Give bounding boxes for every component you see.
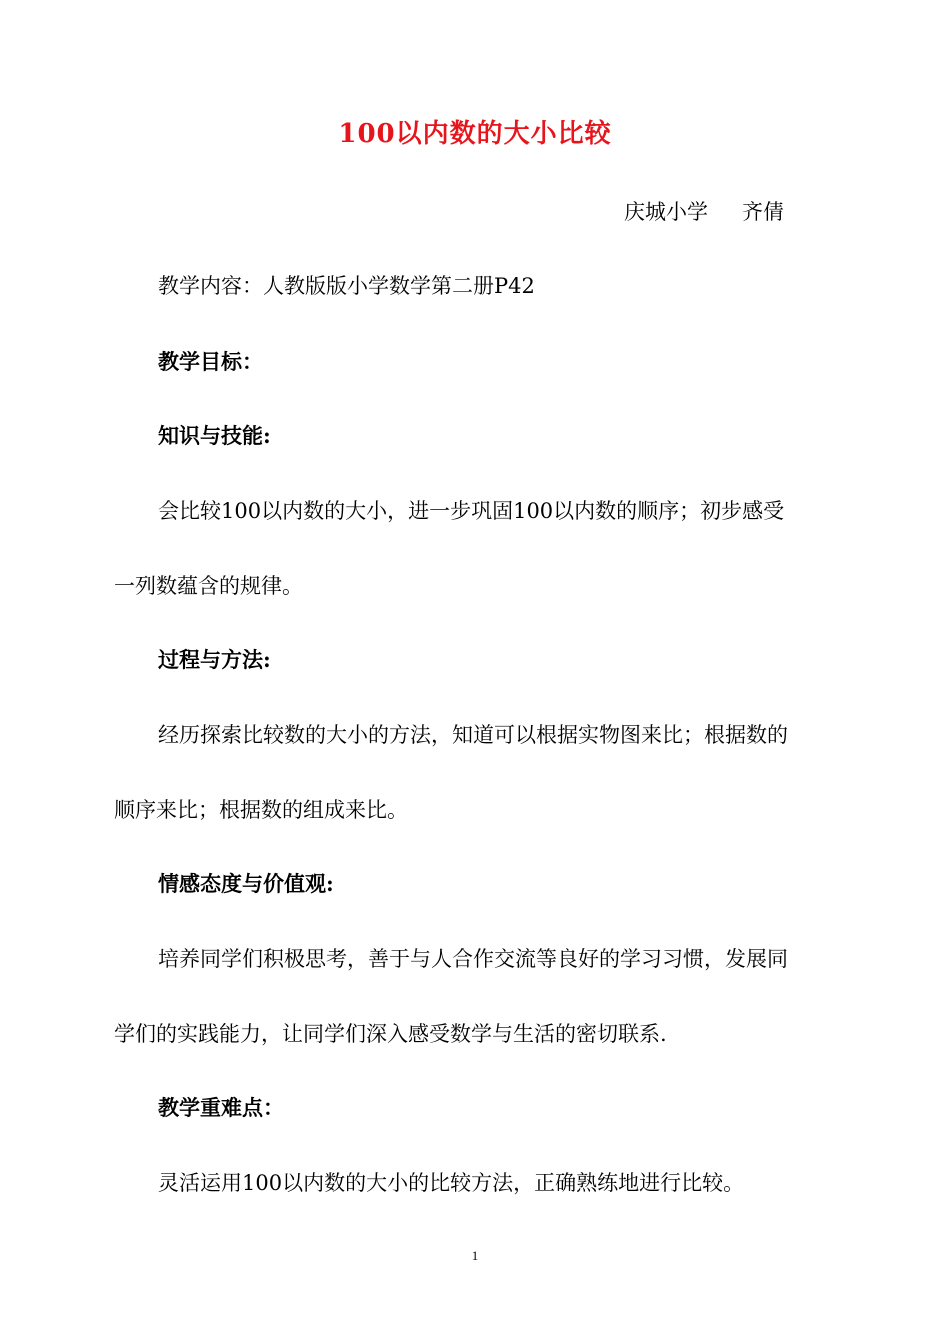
- author-line: [624, 196, 784, 228]
- heading-attitude-values: 情感态度与价值观:: [158, 871, 334, 896]
- author-name: 齐倩: [742, 200, 784, 224]
- paragraph-knowledge-line-2: 一列数蕴含的规律。: [114, 574, 303, 598]
- heading-knowledge-skills: 知识与技能:: [158, 423, 271, 448]
- heading-process-method: 过程与方法:: [158, 647, 271, 672]
- paragraph-attitude-line-1: 培养同学们积极思考，善于与人合作交流等良好的学习习惯，发展同: [158, 947, 788, 971]
- paragraph-process-line-1: 经历探索比较数的大小的方法，知道可以根据实物图来比；根据数的: [158, 723, 788, 747]
- paragraph-attitude-line-2: 学们的实践能力，让同学们深入感受数学与生活的密切联系.: [114, 1022, 667, 1046]
- paragraph-knowledge-line-1: 会比较100以内数的大小，进一步巩固100以内数的顺序；初步感受: [158, 499, 785, 523]
- paragraph-key-difficulties: 灵活运用100以内数的大小的比较方法，正确熟练地进行比较。: [158, 1171, 745, 1195]
- paragraph-process-line-2: 顺序来比；根据数的组成来比。: [114, 798, 408, 822]
- document-title: 100以内数的大小比较: [338, 119, 612, 149]
- heading-key-difficulties: 教学重难点：: [158, 1095, 284, 1120]
- teaching-content: 教学内容：人教版版小学数学第二册P42: [158, 274, 535, 298]
- page-number: 1: [471, 1248, 479, 1263]
- heading-teaching-goals: 教学目标：: [158, 349, 263, 374]
- author-school: 庆城小学: [624, 200, 708, 224]
